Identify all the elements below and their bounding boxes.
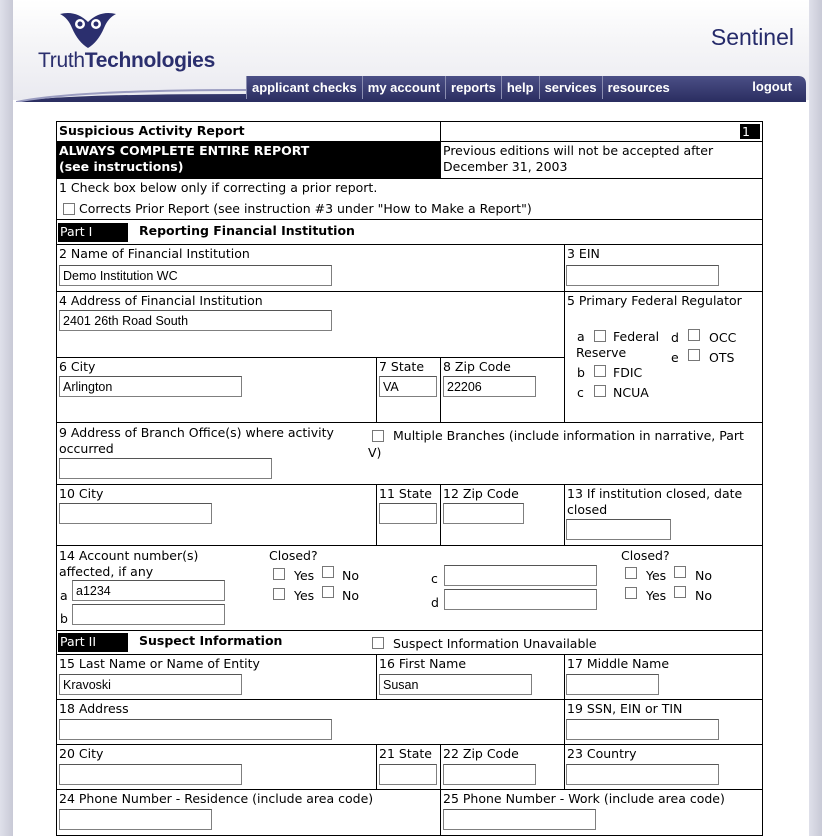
acct-b-no-label: No	[342, 588, 359, 603]
corrects-prior-checkbox[interactable]	[63, 203, 75, 215]
field-14-label-2: affected, if any	[59, 564, 154, 579]
account-d-input[interactable]	[444, 589, 597, 610]
occ-checkbox[interactable]	[688, 329, 700, 341]
ncua-checkbox[interactable]	[594, 385, 606, 397]
multiple-branches-label-2: V)	[368, 445, 382, 460]
ein-input[interactable]	[566, 265, 719, 286]
suspect-address-input[interactable]	[59, 719, 332, 740]
middle-name-input[interactable]	[566, 674, 659, 695]
reg-a-label: Federal	[613, 329, 660, 344]
work-phone-input[interactable]	[443, 809, 596, 830]
part-2-tag: Part II	[58, 633, 128, 652]
acct-d-closed-yes-checkbox[interactable]	[625, 587, 637, 599]
zip-input[interactable]	[443, 376, 536, 397]
ots-checkbox[interactable]	[688, 349, 700, 361]
account-a-input[interactable]	[72, 580, 225, 601]
acct-b-closed-yes-checkbox[interactable]	[273, 588, 285, 600]
residence-phone-input[interactable]	[59, 809, 212, 830]
fdic-checkbox[interactable]	[594, 365, 606, 377]
logout-link[interactable]: logout	[752, 79, 792, 94]
field-12-label: 12 Zip Code	[443, 486, 519, 501]
acct-a-yes-label: Yes	[294, 568, 315, 583]
field-24-label: 24 Phone Number - Residence (include area code)	[59, 791, 374, 806]
acct-a-closed-no-checkbox[interactable]	[322, 566, 334, 578]
field-8-label: 8 Zip Code	[443, 359, 511, 374]
field-5-label: 5 Primary Federal Regulator	[567, 293, 742, 308]
branch-state-input[interactable]	[379, 503, 437, 524]
suspect-unavailable-checkbox[interactable]	[372, 637, 384, 649]
right-border	[809, 0, 822, 836]
owl-logo-icon	[58, 8, 118, 50]
field-22-label: 22 Zip Code	[443, 746, 519, 761]
field-20-label: 20 City	[59, 746, 104, 761]
form-title: Suspicious Activity Report	[56, 121, 441, 142]
city-input[interactable]	[59, 376, 242, 397]
closed-label-right: Closed?	[621, 548, 670, 563]
acct-a-closed-yes-checkbox[interactable]	[273, 568, 285, 580]
suspect-unavailable-label: Suspect Information Unavailable	[393, 636, 597, 651]
reg-c-label: NCUA	[613, 385, 649, 400]
field-15-label: 15 Last Name or Name of Entity	[59, 656, 260, 671]
field-13-label-2: closed	[567, 502, 608, 517]
closed-date-input[interactable]	[566, 519, 671, 540]
acct-d-yes-label: Yes	[646, 588, 667, 603]
field-7-label: 7 State	[379, 359, 425, 374]
acct-a-no-label: No	[342, 568, 359, 583]
company-logo[interactable]	[38, 49, 215, 73]
field-3-label: 3 EIN	[567, 246, 600, 261]
always-complete-banner	[56, 141, 441, 179]
always-complete-line2: (see instructions)	[59, 159, 184, 174]
acct-a-letter: a	[60, 588, 68, 603]
field-19-label: 19 SSN, EIN or TIN	[567, 701, 683, 716]
field-9-label: 9 Address of Branch Office(s) where activity	[59, 425, 334, 440]
main-nav	[246, 76, 675, 99]
logo-bold: Technologies	[84, 49, 215, 72]
acct-d-no-label: No	[695, 588, 712, 603]
account-c-input[interactable]	[444, 565, 597, 586]
field-18-label: 18 Address	[59, 701, 129, 716]
field-6-label: 6 City	[59, 359, 96, 374]
nav-my-account[interactable]: my account	[362, 76, 445, 99]
part-1-tag: Part I	[58, 223, 128, 242]
reg-a-label-2: Reserve	[576, 345, 627, 360]
field-23-label: 23 Country	[567, 746, 637, 761]
nav-services[interactable]: services	[539, 76, 602, 99]
state-input[interactable]	[379, 376, 437, 397]
left-border	[0, 0, 13, 836]
field-16-label: 16 First Name	[379, 656, 467, 671]
reg-c-letter: c	[577, 385, 584, 400]
closed-label-left: Closed?	[269, 548, 318, 563]
federal-reserve-checkbox[interactable]	[594, 330, 606, 342]
acct-b-letter: b	[60, 611, 68, 626]
part-2-title: Suspect Information	[139, 633, 283, 648]
always-complete-line1: ALWAYS COMPLETE ENTIRE REPORT	[59, 143, 310, 158]
acct-b-yes-label: Yes	[294, 588, 315, 603]
page-number: 1	[740, 124, 760, 139]
acct-c-yes-label: Yes	[646, 568, 667, 583]
field-11-label: 11 State	[379, 486, 432, 501]
suspect-state-input[interactable]	[379, 764, 437, 785]
acct-c-closed-yes-checkbox[interactable]	[625, 567, 637, 579]
field-17-label: 17 Middle Name	[567, 656, 670, 671]
previous-editions-line1: Previous editions will not be accepted after	[443, 143, 714, 158]
acct-c-no-label: No	[695, 568, 712, 583]
nav-help[interactable]: help	[501, 76, 539, 99]
previous-editions-line2: December 31, 2003	[443, 159, 568, 174]
last-name-input[interactable]	[59, 674, 242, 695]
branch-address-input[interactable]	[59, 458, 272, 479]
branch-city-input[interactable]	[59, 503, 212, 524]
account-b-input[interactable]	[72, 604, 225, 625]
reg-e-label: OTS	[709, 350, 735, 365]
nav-reports[interactable]: reports	[445, 76, 501, 99]
nav-applicant-checks[interactable]: applicant checks	[246, 76, 362, 99]
institution-name-input[interactable]	[59, 265, 332, 286]
reg-d-label: OCC	[709, 330, 737, 345]
reg-b-label: FDIC	[613, 365, 643, 380]
app-name: Sentinel	[710, 24, 794, 50]
suspect-zip-input[interactable]	[443, 764, 536, 785]
acct-c-letter: c	[431, 571, 438, 586]
branch-zip-input[interactable]	[443, 503, 524, 524]
logo-regular: Truth	[38, 49, 85, 72]
item-1-label: 1 Check box below only if correcting a prior report.	[59, 180, 378, 195]
field-25-label: 25 Phone Number - Work (include area code)	[443, 791, 725, 806]
multiple-branches-label: Multiple Branches (include information in narrative, Part	[393, 428, 744, 443]
field-14-label: 14 Account number(s)	[59, 548, 199, 563]
acct-d-letter: d	[431, 595, 439, 610]
reg-d-letter: d	[671, 330, 679, 345]
reg-e-letter: e	[671, 350, 679, 365]
multiple-branches-checkbox[interactable]	[372, 430, 384, 442]
field-9-label-2: occurred	[59, 441, 114, 456]
field-10-label: 10 City	[59, 486, 104, 501]
acct-d-closed-no-checkbox[interactable]	[674, 586, 686, 598]
page-number-cell	[440, 121, 763, 142]
institution-address-input[interactable]	[59, 310, 332, 331]
country-input[interactable]	[566, 764, 719, 785]
corrects-prior-label: Corrects Prior Report (see instruction #3 under "How to Make a Report")	[79, 201, 532, 216]
acct-b-closed-no-checkbox[interactable]	[322, 586, 334, 598]
first-name-input[interactable]	[379, 674, 532, 695]
part-1-title: Reporting Financial Institution	[139, 223, 355, 238]
reg-b-letter: b	[577, 365, 585, 380]
field-21-label: 21 State	[379, 746, 432, 761]
suspect-city-input[interactable]	[59, 764, 242, 785]
field-2-label: 2 Name of Financial Institution	[59, 246, 250, 261]
ssn-input[interactable]	[566, 719, 719, 740]
field-13-label: 13 If institution closed, date	[567, 486, 743, 501]
reg-a-letter: a	[577, 329, 585, 344]
previous-editions-notice	[440, 141, 763, 179]
acct-c-closed-no-checkbox[interactable]	[674, 566, 686, 578]
field-4-label: 4 Address of Financial Institution	[59, 293, 263, 308]
nav-resources[interactable]: resources	[602, 76, 675, 99]
